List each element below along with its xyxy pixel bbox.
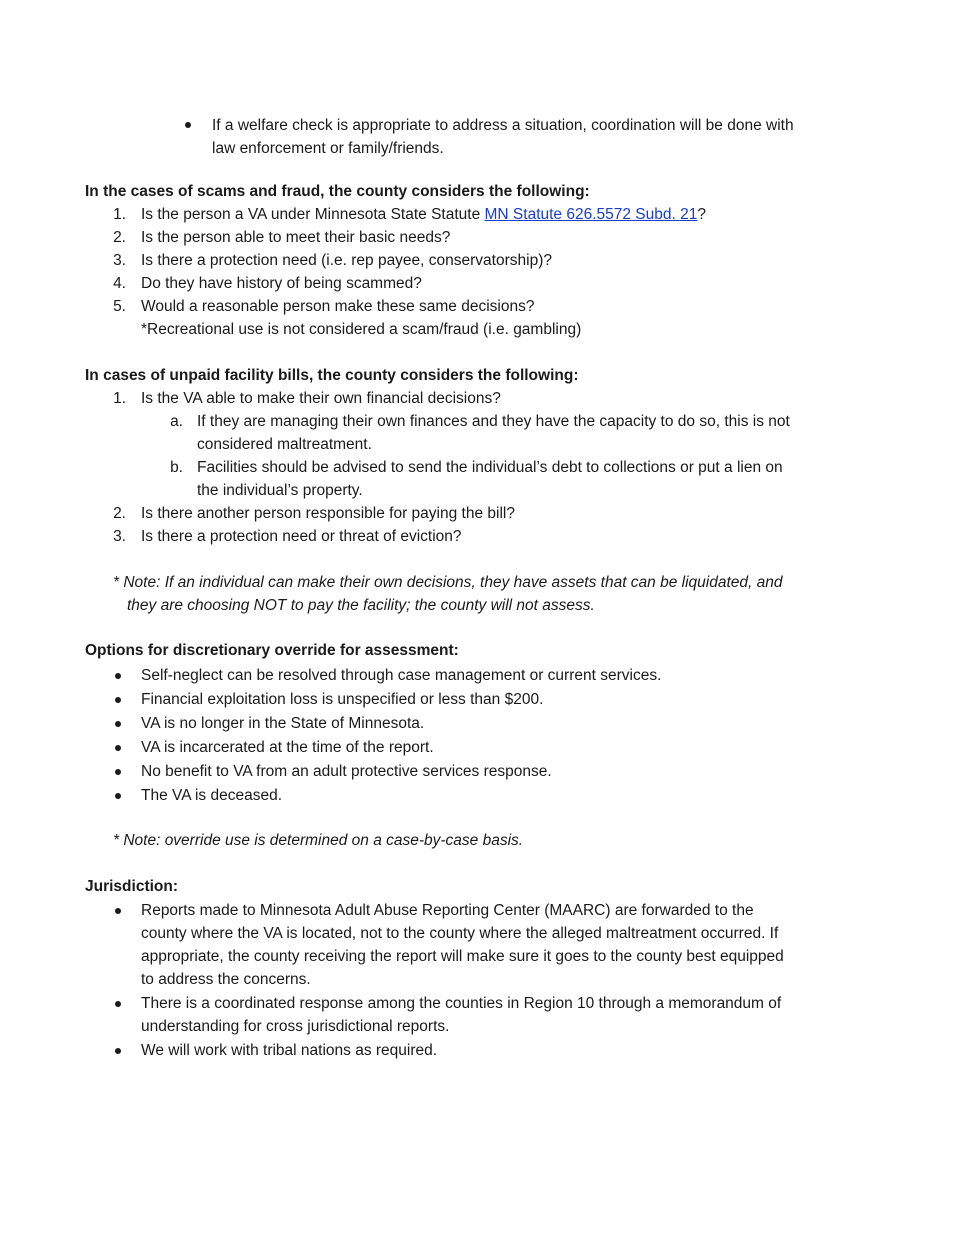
list-number: 2. bbox=[113, 229, 126, 246]
override-note: * Note: override use is determined on a case-by-case basis. bbox=[113, 832, 524, 849]
override-heading: Options for discretionary override for assessment: bbox=[85, 642, 459, 659]
scams-item-1-text: Is the person a VA under Minnesota State Statute bbox=[141, 206, 485, 223]
jurisdiction-bullet-1-line-2: county where the VA is located, not to the county where the alleged maltreatment occurred. If bbox=[141, 925, 779, 942]
scams-item-3: Is there a protection need (i.e. rep payee, conservatorship)? bbox=[141, 252, 552, 269]
list-number: 1. bbox=[113, 206, 126, 223]
list-number: 5. bbox=[113, 298, 126, 315]
bullet-marker bbox=[115, 908, 121, 914]
bills-note-line-2: they are choosing NOT to pay the facility; the county will not assess. bbox=[127, 597, 595, 614]
override-item: VA is no longer in the State of Minnesota. bbox=[141, 715, 425, 732]
bullet-marker bbox=[115, 697, 121, 703]
override-item: VA is incarcerated at the time of the report. bbox=[141, 739, 434, 756]
bullet-marker bbox=[115, 745, 121, 751]
list-number: 4. bbox=[113, 275, 126, 292]
bills-item-2: Is there another person responsible for paying the bill? bbox=[141, 505, 515, 522]
list-letter: a. bbox=[170, 413, 183, 430]
bullet-marker bbox=[115, 1001, 121, 1007]
scams-item-5: Would a reasonable person make these same decisions? bbox=[141, 298, 535, 315]
jurisdiction-bullet-2-line-2: understanding for cross jurisdictional reports. bbox=[141, 1018, 450, 1035]
bills-heading: In cases of unpaid facility bills, the county considers the following: bbox=[85, 367, 579, 384]
list-letter: b. bbox=[170, 459, 183, 476]
bills-sub-a-line-2: considered maltreatment. bbox=[197, 436, 372, 453]
scams-item-1 bbox=[141, 205, 706, 225]
statute-link[interactable]: MN Statute 626.5572 Subd. 21 bbox=[484, 206, 698, 223]
jurisdiction-bullet-1-line-3: appropriate, the county receiving the report will make sure it goes to the county best equipped bbox=[141, 948, 784, 965]
welfare-check-line-1: If a welfare check is appropriate to address a situation, coordination will be done with bbox=[212, 117, 794, 134]
welfare-check-line-2: law enforcement or family/friends. bbox=[212, 140, 444, 157]
bills-sub-a-line-1: If they are managing their own finances and they have the capacity to do so, this is not bbox=[197, 413, 790, 430]
jurisdiction-bullet-1-line-1: Reports made to Minnesota Adult Abuse Reporting Center (MAARC) are forwarded to the bbox=[141, 902, 754, 919]
jurisdiction-bullet-3-line-1: We will work with tribal nations as required. bbox=[141, 1042, 438, 1059]
scams-item-4: Do they have history of being scammed? bbox=[141, 275, 422, 292]
bullet-marker bbox=[115, 793, 121, 799]
bills-item-3: Is there a protection need or threat of eviction? bbox=[141, 528, 462, 545]
list-number: 1. bbox=[113, 390, 126, 407]
bullet-marker bbox=[115, 721, 121, 727]
override-item: The VA is deceased. bbox=[141, 787, 283, 804]
override-item: Self-neglect can be resolved through case management or current services. bbox=[141, 667, 662, 684]
bullet-marker bbox=[115, 673, 121, 679]
bullet-marker bbox=[185, 122, 191, 128]
list-number: 2. bbox=[113, 505, 126, 522]
bills-item-1: Is the VA able to make their own financial decisions? bbox=[141, 390, 501, 407]
scams-item-1-suffix: ? bbox=[697, 206, 706, 223]
bills-note-line-1: * Note: If an individual can make their own decisions, they have assets that can be liquidated, and bbox=[113, 574, 783, 591]
scams-item-5-note: *Recreational use is not considered a scam/fraud (i.e. gambling) bbox=[141, 321, 582, 338]
jurisdiction-heading: Jurisdiction: bbox=[85, 878, 179, 895]
bills-sub-b-line-2: the individual’s property. bbox=[197, 482, 363, 499]
override-item: Financial exploitation loss is unspecified or less than $200. bbox=[141, 691, 544, 708]
list-number: 3. bbox=[113, 252, 126, 269]
scams-heading: In the cases of scams and fraud, the county considers the following: bbox=[85, 183, 590, 200]
jurisdiction-bullet-1-line-4: to address the concerns. bbox=[141, 971, 311, 988]
jurisdiction-bullet-2-line-1: There is a coordinated response among the counties in Region 10 through a memorandum of bbox=[141, 995, 782, 1012]
bullet-marker bbox=[115, 1048, 121, 1054]
bullet-marker bbox=[115, 769, 121, 775]
list-number: 3. bbox=[113, 528, 126, 545]
scams-item-2: Is the person able to meet their basic needs? bbox=[141, 229, 451, 246]
override-item: No benefit to VA from an adult protective services response. bbox=[141, 763, 552, 780]
bills-sub-b-line-1: Facilities should be advised to send the individual’s debt to collections or put a lien on bbox=[197, 459, 783, 476]
